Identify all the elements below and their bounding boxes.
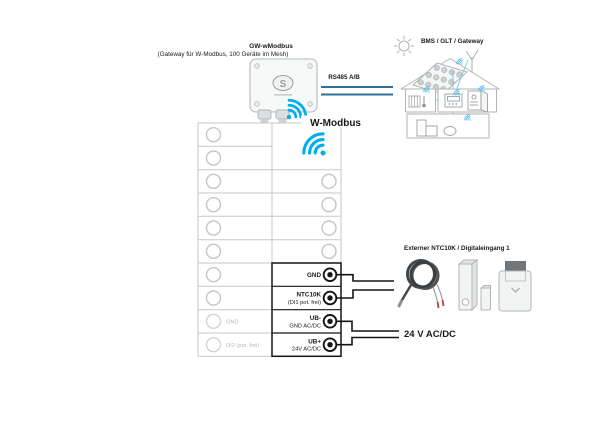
left-di2-label: DI2 (pot. frei)	[226, 343, 260, 349]
screw-icon	[255, 102, 260, 107]
brand-logo-letter: S	[279, 79, 287, 90]
bms-house-illustration	[394, 36, 499, 138]
rs485-line-a	[321, 86, 393, 88]
terminal-circle-di2	[207, 338, 221, 352]
cable-gland-tip	[261, 119, 269, 123]
gateway-title: GW-wModbus	[249, 43, 293, 50]
terminal-circle-gnd	[207, 314, 221, 328]
rs485-bus	[321, 74, 393, 96]
terminal-wires	[337, 275, 400, 345]
cable-gland-tip	[279, 119, 287, 123]
device-label-line	[274, 94, 292, 96]
external-devices-label: Externer NTC10K / Digitaleingang 1	[404, 245, 510, 252]
controller-icon	[445, 94, 462, 107]
gateway-subtitle: (Gateway für W-Modbus, 100 Geräte im Mesh)	[157, 51, 289, 58]
terminal-circle	[322, 244, 336, 258]
screw-icon	[308, 102, 313, 107]
terminal-circle	[207, 221, 221, 235]
wire-ntc10k	[337, 290, 395, 298]
terminal-circle	[207, 151, 221, 165]
keycard-switch	[499, 261, 531, 311]
wire-gnd	[337, 275, 395, 281]
door-contact-sensor	[459, 260, 491, 310]
terminal-circle	[207, 128, 221, 142]
wire-ub-minus	[337, 321, 400, 331]
wire-end-red	[443, 300, 444, 306]
terminal-ub-minus-label: UB-	[309, 315, 321, 322]
rs485-line-b	[321, 94, 393, 96]
terminal-circle	[322, 174, 336, 188]
probe-tip	[399, 300, 403, 307]
terminal-circle	[322, 198, 336, 212]
terminal-circle	[322, 221, 336, 235]
terminal-ub-plus-sublabel: 24V AC/DC	[291, 346, 321, 353]
terminal-gnd-label: GND	[307, 272, 321, 279]
terminal-circle	[207, 244, 221, 258]
terminal-ntc10k-sublabel: (DI1 pot. frei)	[287, 300, 321, 306]
rs485-label: RS485 A/B	[328, 74, 360, 81]
wmodbus-label: W-Modbus	[310, 118, 361, 129]
ntc10k-probe	[399, 261, 444, 309]
wire-end-red	[438, 302, 439, 308]
wmodbus-labelbox	[301, 116, 362, 130]
terminal-ub-plus-label: UB+	[308, 338, 321, 346]
terminal-circle	[207, 268, 221, 282]
bms-label: BMS / GLT / Gateway	[421, 38, 484, 45]
power-supply-label: 24 V AC/DC	[404, 329, 456, 340]
terminal-ntc10k-label: NTC10K	[296, 291, 321, 299]
screw-icon	[308, 64, 313, 69]
cable-gland-icon	[258, 110, 271, 119]
cabinet-icon	[468, 91, 488, 112]
sun-icon	[394, 36, 414, 56]
terminal-ub-minus-sublabel: GND AC/DC	[289, 323, 321, 330]
terminal-block	[198, 123, 341, 356]
wire-ub-plus	[337, 338, 400, 345]
left-gnd-label: GND	[226, 319, 239, 326]
terminal-circle	[207, 174, 221, 188]
wmodbus-wifi-icon	[300, 130, 335, 165]
screw-icon	[255, 64, 260, 69]
terminal-circle	[207, 198, 221, 212]
terminal-circle	[207, 291, 221, 305]
